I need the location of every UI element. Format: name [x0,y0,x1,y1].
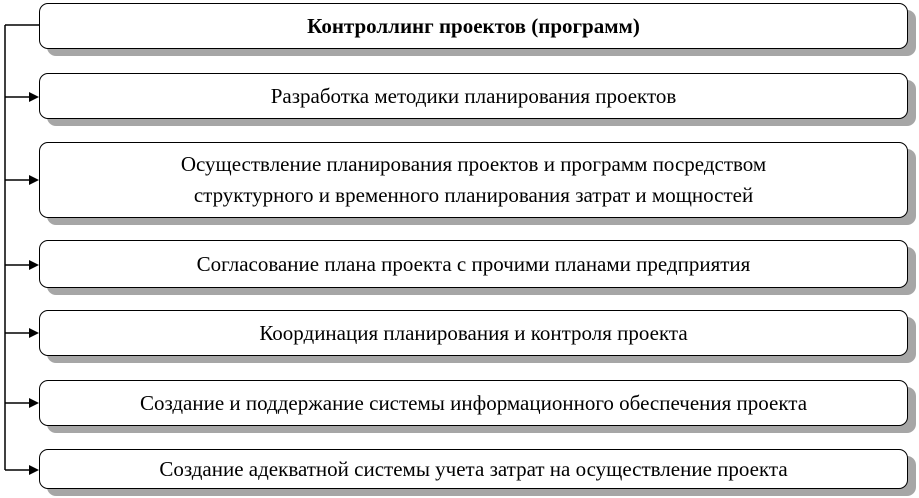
step-label-3: Согласование плана проекта с прочими планами предприятия [196,251,751,276]
diagram-title: Контроллинг проектов (программ) [307,13,640,38]
step-box-1 [39,73,908,119]
step-box-2 [39,142,908,218]
arrowhead-2 [29,175,39,185]
arrowhead-3 [29,260,39,270]
step-label-4: Координация планирования и контроля проекта [259,320,688,345]
step-label-2-line-2: структурного и временного планирования затрат и мощностей [193,183,754,207]
step-box-5 [39,380,908,426]
arrowhead-5 [29,398,39,408]
arrowhead-1 [29,92,39,102]
step-box-4 [39,310,908,356]
step-box-6 [39,449,908,489]
arrowhead-4 [29,328,39,338]
step-box-3 [39,240,908,288]
step-label-1: Разработка методики планирования проектов [270,83,677,108]
step-label-5: Создание и поддержание системы информационного обеспечения проекта [139,390,808,415]
step-label-2-line-1: Осуществление планирования проектов и программ посредством [180,152,767,176]
arrowhead-6 [29,465,39,475]
step-label-6: Создание адекватной системы учета затрат на осуществление проекта [159,456,788,481]
title-box [39,3,908,49]
